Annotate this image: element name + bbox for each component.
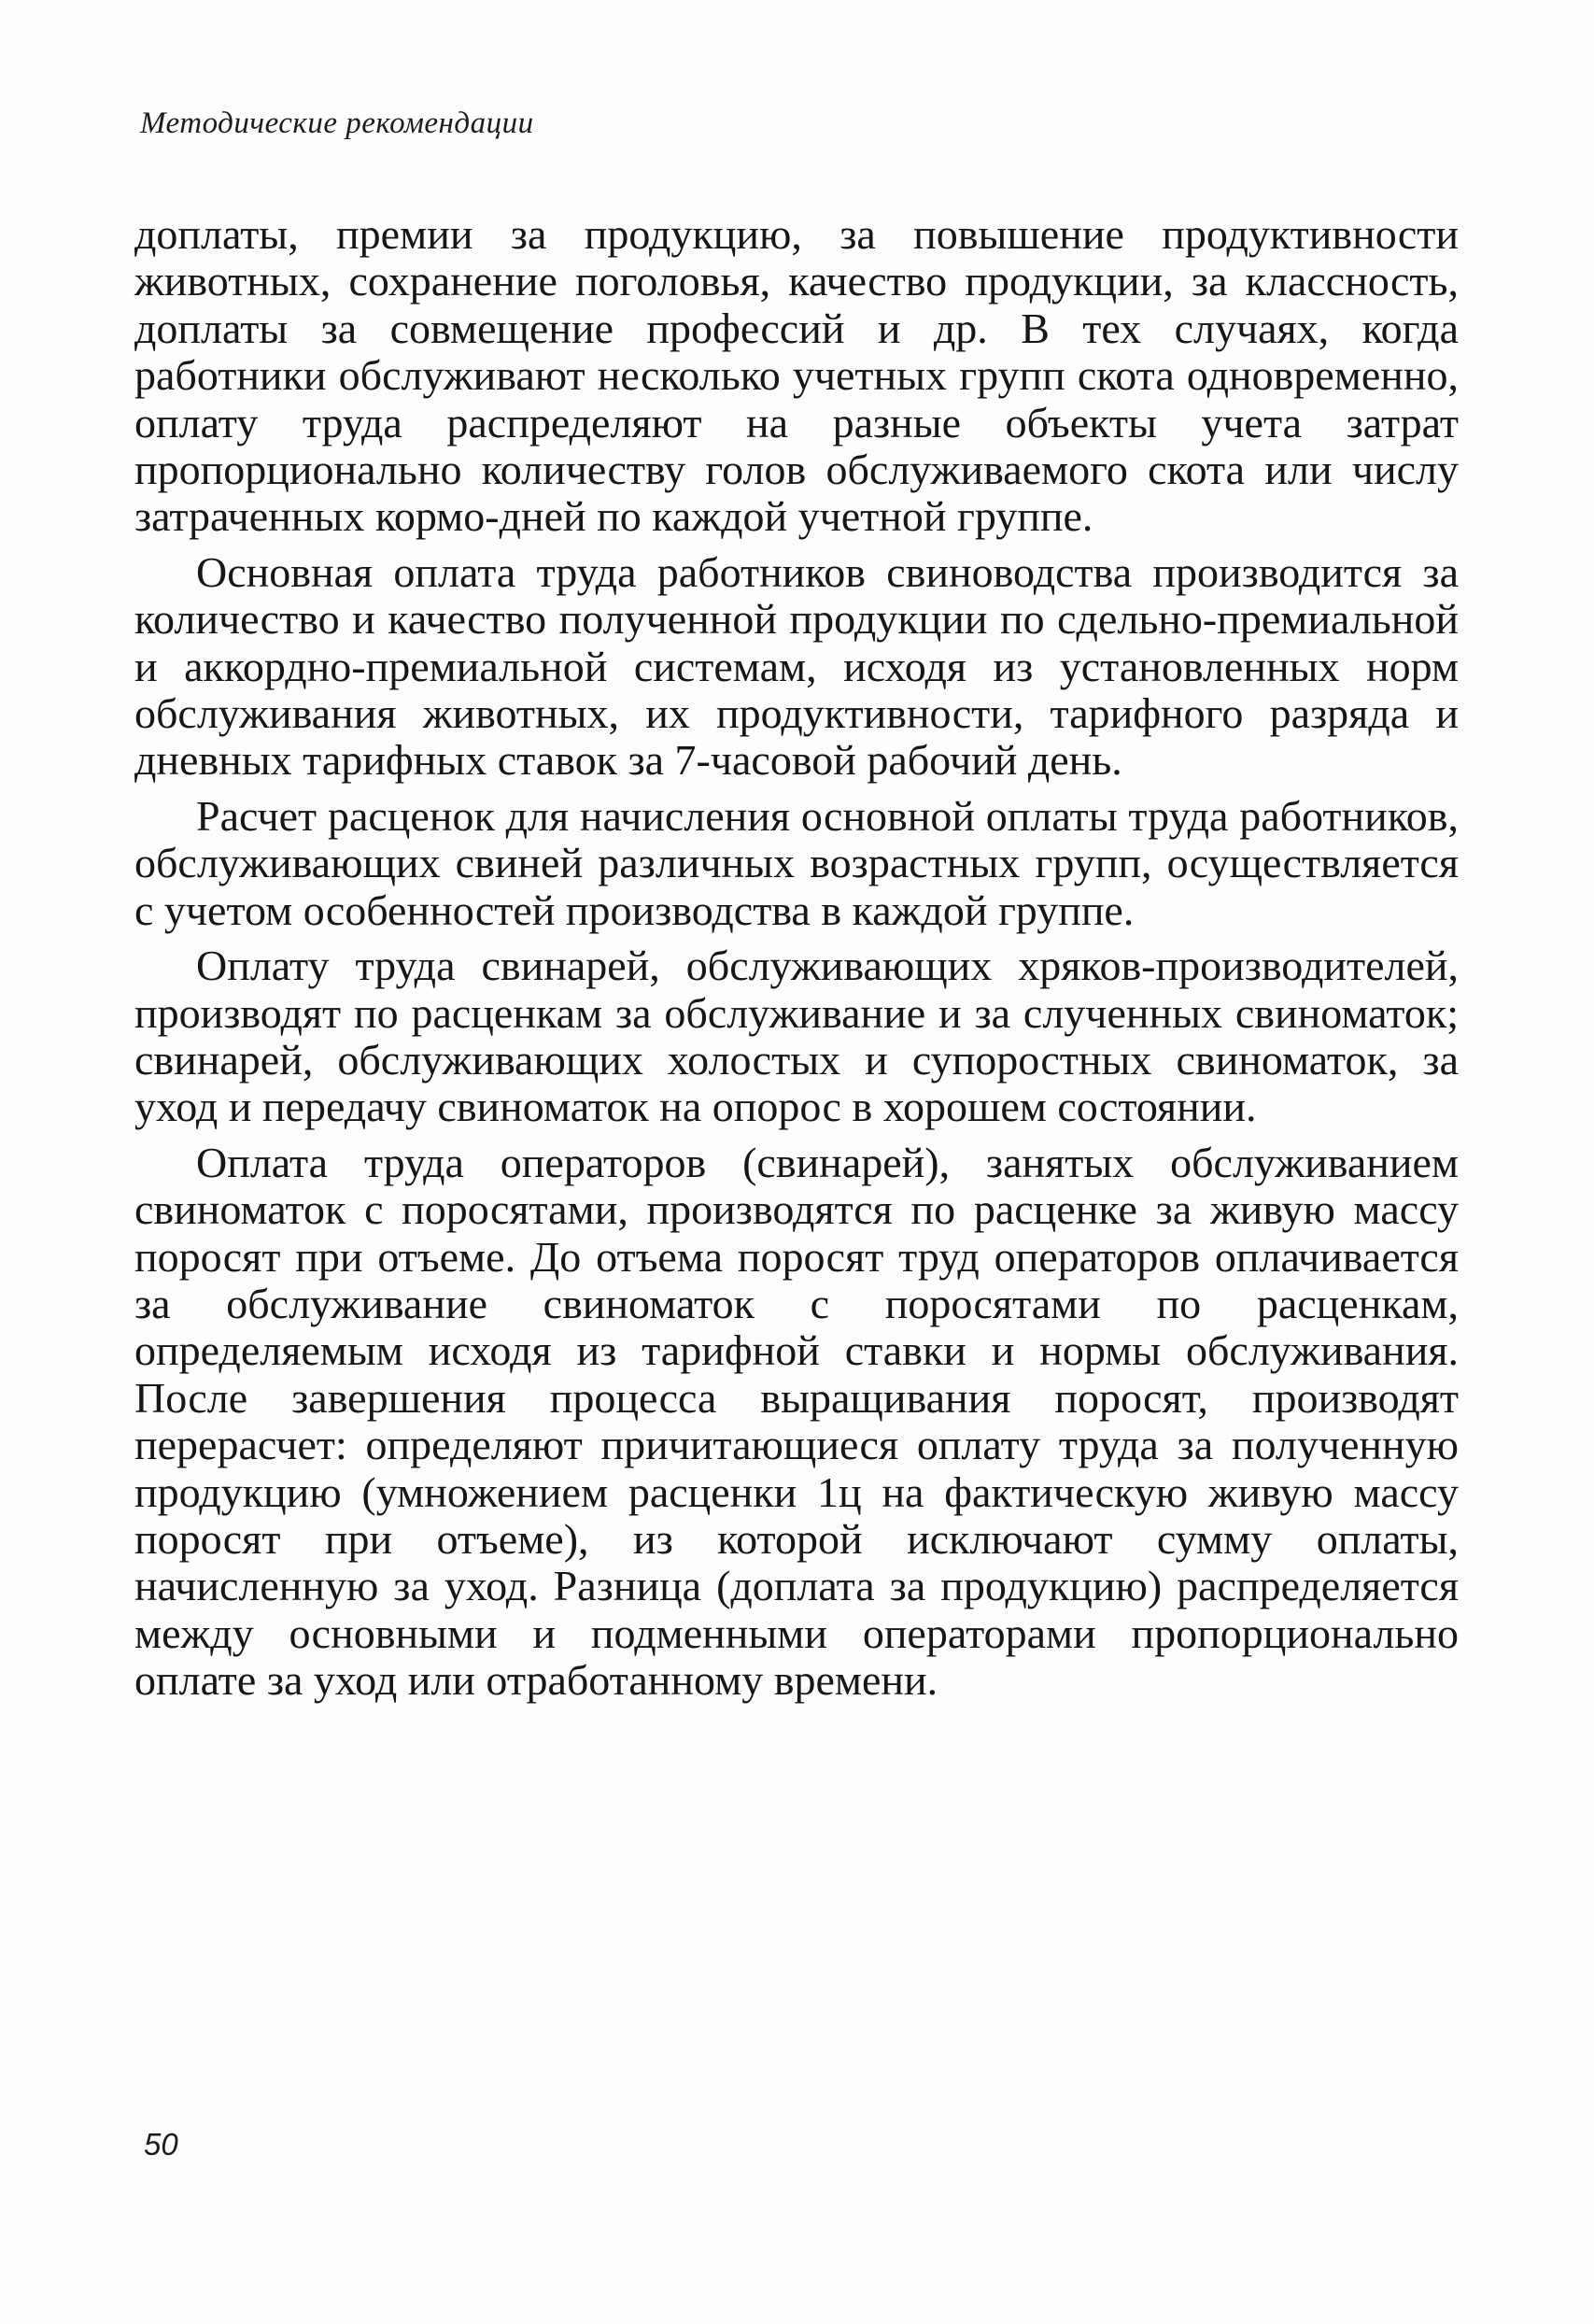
paragraph-2: Основная оплата труда работников свиноводства производится за количество и качество полученной продукции по сдельно-премиальной и аккордно-премиальной системам, исходя из установленных норм обслуживания животных, их продуктивности, тарифного разряда и дневных тарифных ставок за 7-часовой рабочий день. xyxy=(134,547,1459,785)
paragraph-3: Расчет расценок для начисления основной оплаты труда работников, обслуживающих свиней различных возрастных групп, осуществляется с учетом особенностей производства в каждой группе. xyxy=(134,791,1459,934)
page-number: 50 xyxy=(144,2127,178,2161)
paragraph-1: доплаты, премии за продукцию, за повышение продуктивности животных, сохранение поголовья, качество продукции, за классность, доплаты за совмещение профессий и др. В тех случаях, когда работники обслуживают несколько учетных групп скота одновременно, оплату труда распределяют на разные объекты учета затрат пропорционально количеству голов обслуживаемого скота или числу затраченных кормо-дней по каждой учетной группе. xyxy=(134,210,1459,541)
paragraph-4: Оплату труда свинарей, обслуживающих хряков-производителей, производят по расценкам за обслуживание и за слученных свиноматок; свинарей, обслуживающих холостых и супоростных свиноматок, за уход и передачу свиноматок на опорос в хорошем состоянии. xyxy=(134,942,1459,1131)
body-text xyxy=(134,211,1459,1705)
paragraph-5: Оплата труда операторов (свинарей), занятых обслуживанием свиноматок с поросятами, производятся по расценке за живую массу поросят при отъеме. До отъема поросят труд операторов оплачивается за обслуживание свиноматок с поросятами по расценкам, определяемым исходя из тарифной ставки и нормы обслуживания. После завершения процесса выращивания поросят, производят перерасчет: определяют причитающиеся оплату труда за полученную продукцию (умножением расценки 1ц на фактическую живую массу поросят при отъеме), из которой исключают сумму оплаты, начисленную за уход. Разница (доплата за продукцию) распределяется между основными и подменными операторами пропорционально оплате за уход или отработанному времени. xyxy=(134,1138,1459,1705)
running-header: Методические рекомендации xyxy=(140,106,534,140)
